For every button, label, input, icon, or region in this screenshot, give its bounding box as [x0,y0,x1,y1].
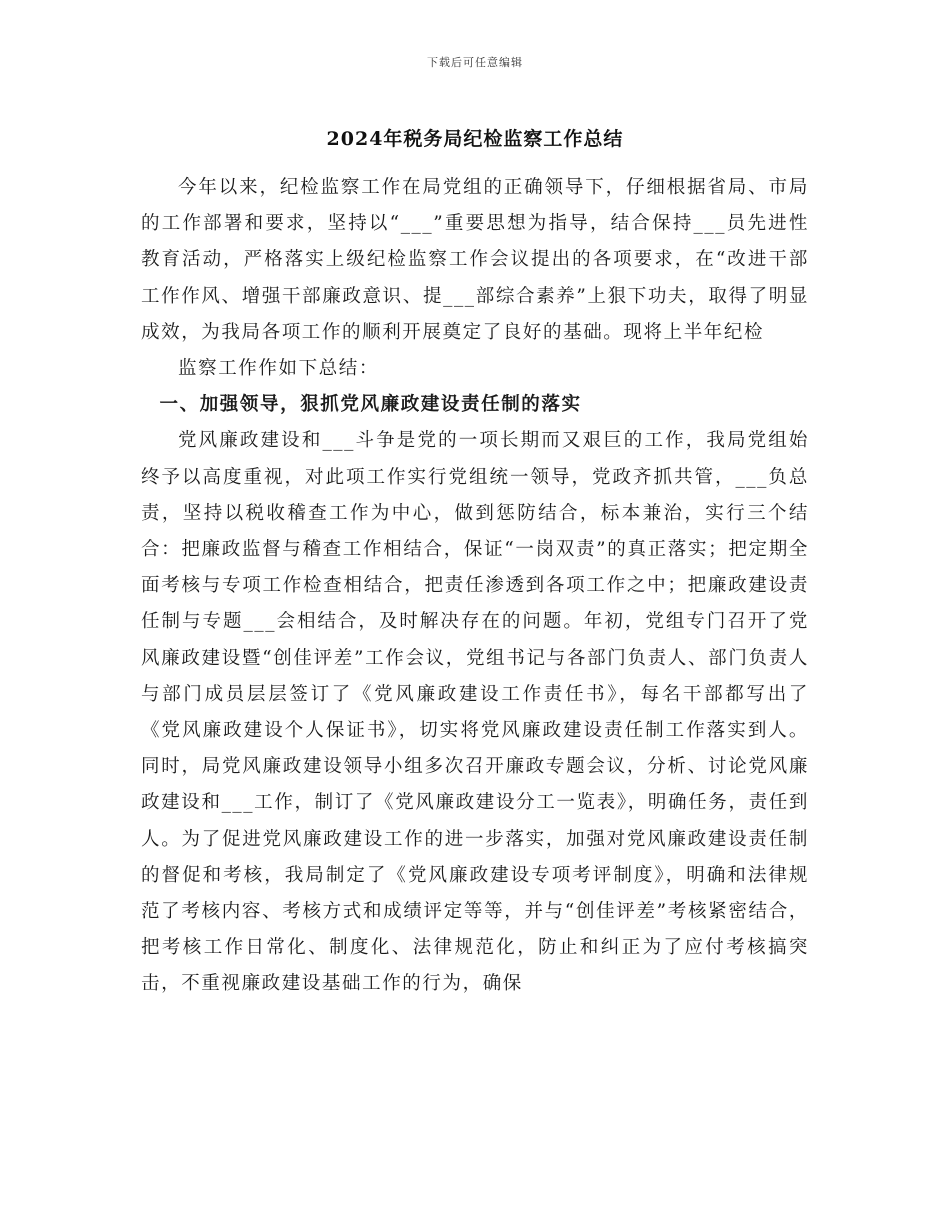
section-heading-1: 一、加强领导，狠抓党风廉政建设责任制的落实 [159,394,582,416]
document-body [141,170,809,1003]
header-note: 下载后可任意编辑 [427,56,523,69]
intro-paragraph: 今年以来，纪检监察工作在局党组的正确领导下，仔细根据省局、市局的工作部署和要求，坚持以“___”重要思想为指导，结合保持___员先进性教育活动，严格落实上级纪检监察工作会议提出的各项要求，在“改进干部工作作风、增强干部廉政意识、提___部综合素养”上狠下功夫，取得了明显成效，为我局各项工作的顺利开展奠定了良好的基础。现将上半年纪检 [141,177,809,343]
intro-continuation: 监察工作作如下总结： [178,358,380,380]
document-title: 2024年税务局纪检监察工作总结 [326,128,624,150]
section-1-paragraph: 党风廉政建设和___斗争是党的一项长期而又艰巨的工作，我局党组始终予以高度重视，对此项工作实行党组统一领导，党政齐抓共管，___负总责，坚持以税收稽查工作为中心，做到惩防结合，标本兼治，实行三个结合：把廉政监督与稽查工作相结合，保证“一岗双责”的真正落实；把定期全面考核与专项工作检查相结合，把责任渗透到各项工作之中；把廉政建设责任制与专题___会相结合，及时解决存在的问题。年初，党组专门召开了党风廉政建设暨“创佳评差”工作会议，党组书记与各部门负责人、部门负责人与部门成员层层签订了《党风廉政建设工作责任书》，每名干部都写出了《党风廉政建设个人保证书》，切实将党风廉政建设责任制工作落实到人。同时，局党风廉政建设领导小组多次召开廉政专题会议，分析、讨论党风廉政建设和___工作，制订了《党风廉政建设分工一览表》，明确任务，责任到人。为了促进党风廉政建设工作的进一步落实，加强对党风廉政建设责任制的督促和考核，我局制定了《党风廉政建设专项考评制度》，明确和法律规范了考核内容、考核方式和成绩评定等等，并与“创佳评差”考核紧密结合，把考核工作日常化、制度化、法律规范化，防止和纠正为了应付考核搞突击，不重视廉政建设基础工作的行为，确保 [141,430,809,995]
